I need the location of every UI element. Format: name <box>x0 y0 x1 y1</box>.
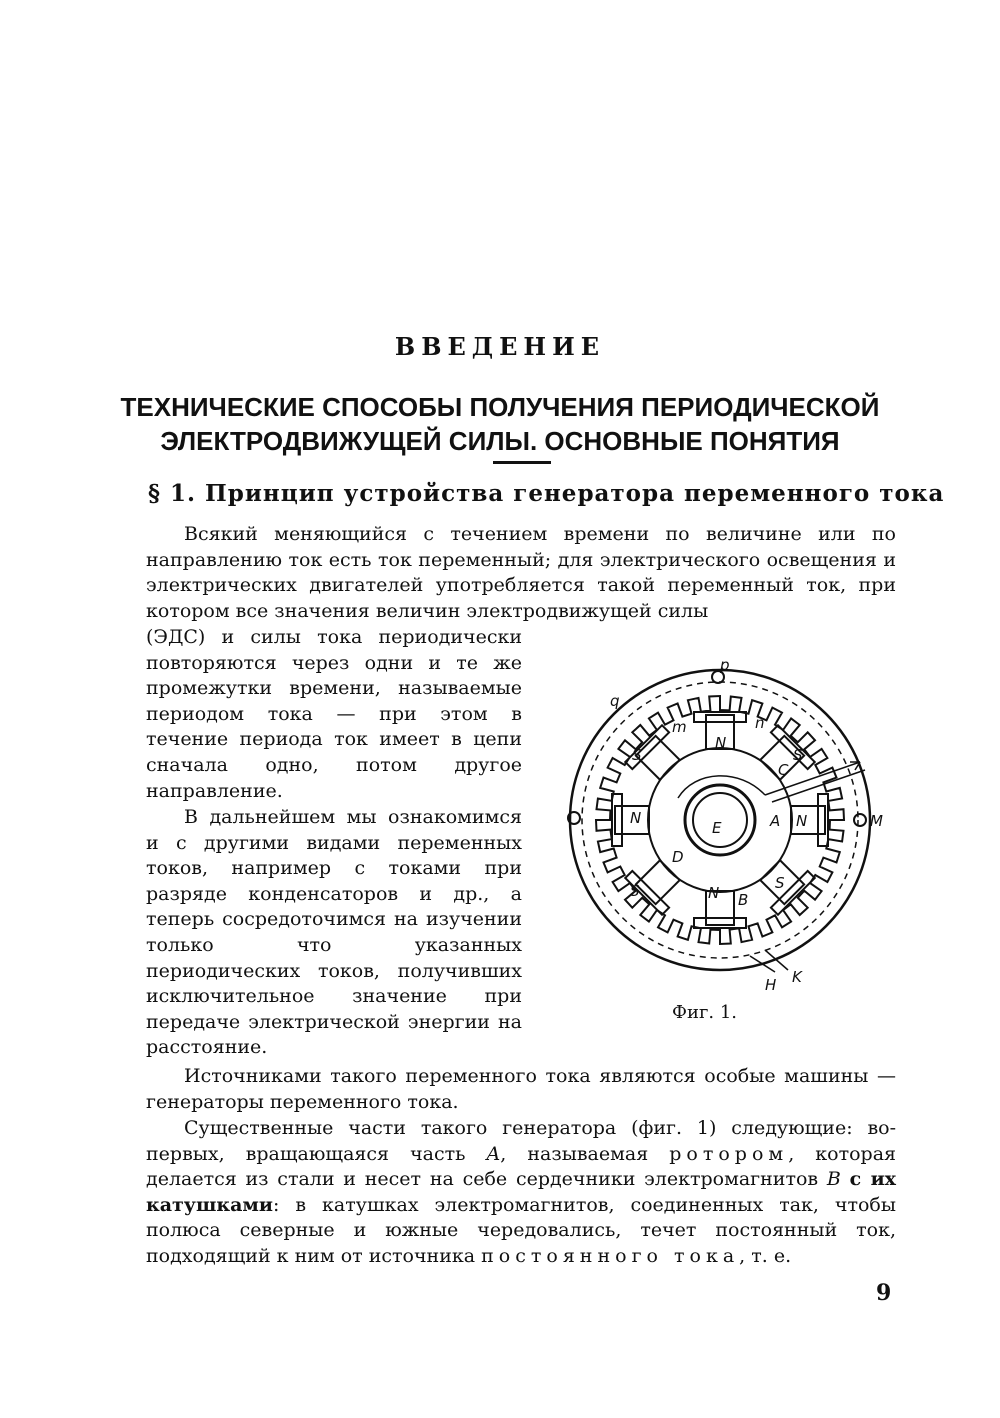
output-lead-h <box>750 956 775 972</box>
p4-rotor-term: ротором <box>669 1142 789 1165</box>
paragraph-3 <box>146 1064 896 1115</box>
pole-shoe <box>818 794 828 846</box>
page-number: 9 <box>876 1280 892 1306</box>
label-A: A <box>770 812 781 830</box>
p4-part-e: : в катушках электромагнитов, соединенных так, чтобы полюса северные и южные чередовались, течет постоянный ток, подходящий к ним от источника <box>146 1193 896 1267</box>
paragraph-1-text: Всякий меняющийся с течением времени по величине или по направлению ток есть ток переменный; для электрического освещения и электрических двигателей употребляется такой переменный ток, при котором все значения величин электродвижущей силы <box>146 523 896 622</box>
label-S-left: S <box>632 746 642 764</box>
label-K: K <box>792 968 802 986</box>
label-C: C <box>778 761 789 779</box>
label-S-lower-right: S <box>775 874 785 892</box>
p4-var-b: B <box>826 1168 841 1191</box>
chapter-title <box>0 390 1000 458</box>
label-N-right: N <box>796 812 808 830</box>
p4-part-f: , т. е. <box>739 1244 792 1267</box>
label-H: H <box>765 976 777 990</box>
intro-heading: ВВЕДЕНИЕ <box>394 332 606 361</box>
label-p: p <box>720 656 730 674</box>
label-B: B <box>738 891 749 909</box>
label-n: n <box>755 714 765 732</box>
p4-part-c: , которая делается из стали и несет на себе сердечники электромагнитов <box>146 1142 897 1191</box>
p4-var-a: A <box>486 1142 501 1165</box>
figure-caption: Фиг. 1. <box>672 1002 737 1023</box>
label-M: M <box>870 812 883 830</box>
label-m1: m <box>672 718 687 736</box>
paragraph-1 <box>146 522 896 624</box>
p4-const-term: постоянного тока <box>481 1244 740 1267</box>
paragraph-4 <box>146 1116 896 1270</box>
label-E: E <box>712 819 722 837</box>
p4-part-b: , называемая <box>500 1142 649 1165</box>
paragraph-2-text: В дальнейшем мы ознакомимся и с другими видами переменных токов, например с токами при разряде конденсаторов и др., а теперь сосредоточимся на изучении только что указанных периодических токов, получивших исключительное значение при передаче электрической энергии на расстояние. <box>146 806 522 1059</box>
generator-figure <box>560 650 890 990</box>
terminal-right <box>854 814 866 826</box>
label-S-lower-left: S <box>630 882 640 900</box>
pole-shoe <box>612 794 622 846</box>
pole-shoe <box>694 918 746 928</box>
winding-connection-top <box>678 776 765 798</box>
pole-shoe <box>694 712 746 722</box>
label-S-right: S <box>793 746 803 764</box>
paragraph-3-text: Источниками такого переменного тока являются особые машины — генераторы переменного тока. <box>146 1065 896 1113</box>
label-q: q <box>610 692 620 710</box>
paragraph-2 <box>146 805 522 1061</box>
p4-part-a: Существенные части такого генератора (фиг. 1) следующие: во-первых, вращающаяся часть <box>146 1117 896 1165</box>
paragraph-1-continued: (ЭДС) и силы тока периодически повторяются через одни и те же промежутки времени, называемые периодом тока — при этом в течение периода ток имеет в цепи сначала одно, потом другое направление. <box>146 626 522 802</box>
label-N-bottom: N <box>708 884 720 902</box>
chapter-title-line2: ЭЛЕКТРОДВИЖУЩЕЙ СИЛЫ. ОСНОВНЫЕ ПОНЯТИЯ <box>160 426 840 456</box>
p4-part-d: с их катушками <box>146 1168 896 1216</box>
label-D: D <box>672 848 684 866</box>
chapter-title-line1: ТЕХНИЧЕСКИЕ СПОСОБЫ ПОЛУЧЕНИЯ ПЕРИОДИЧЕСКОЙ <box>120 392 880 422</box>
label-N-left: N <box>630 809 642 827</box>
section-title: § 1. Принцип устройства генератора переменного тока <box>148 480 945 507</box>
title-divider <box>493 461 551 464</box>
label-N-top: N <box>715 734 727 752</box>
